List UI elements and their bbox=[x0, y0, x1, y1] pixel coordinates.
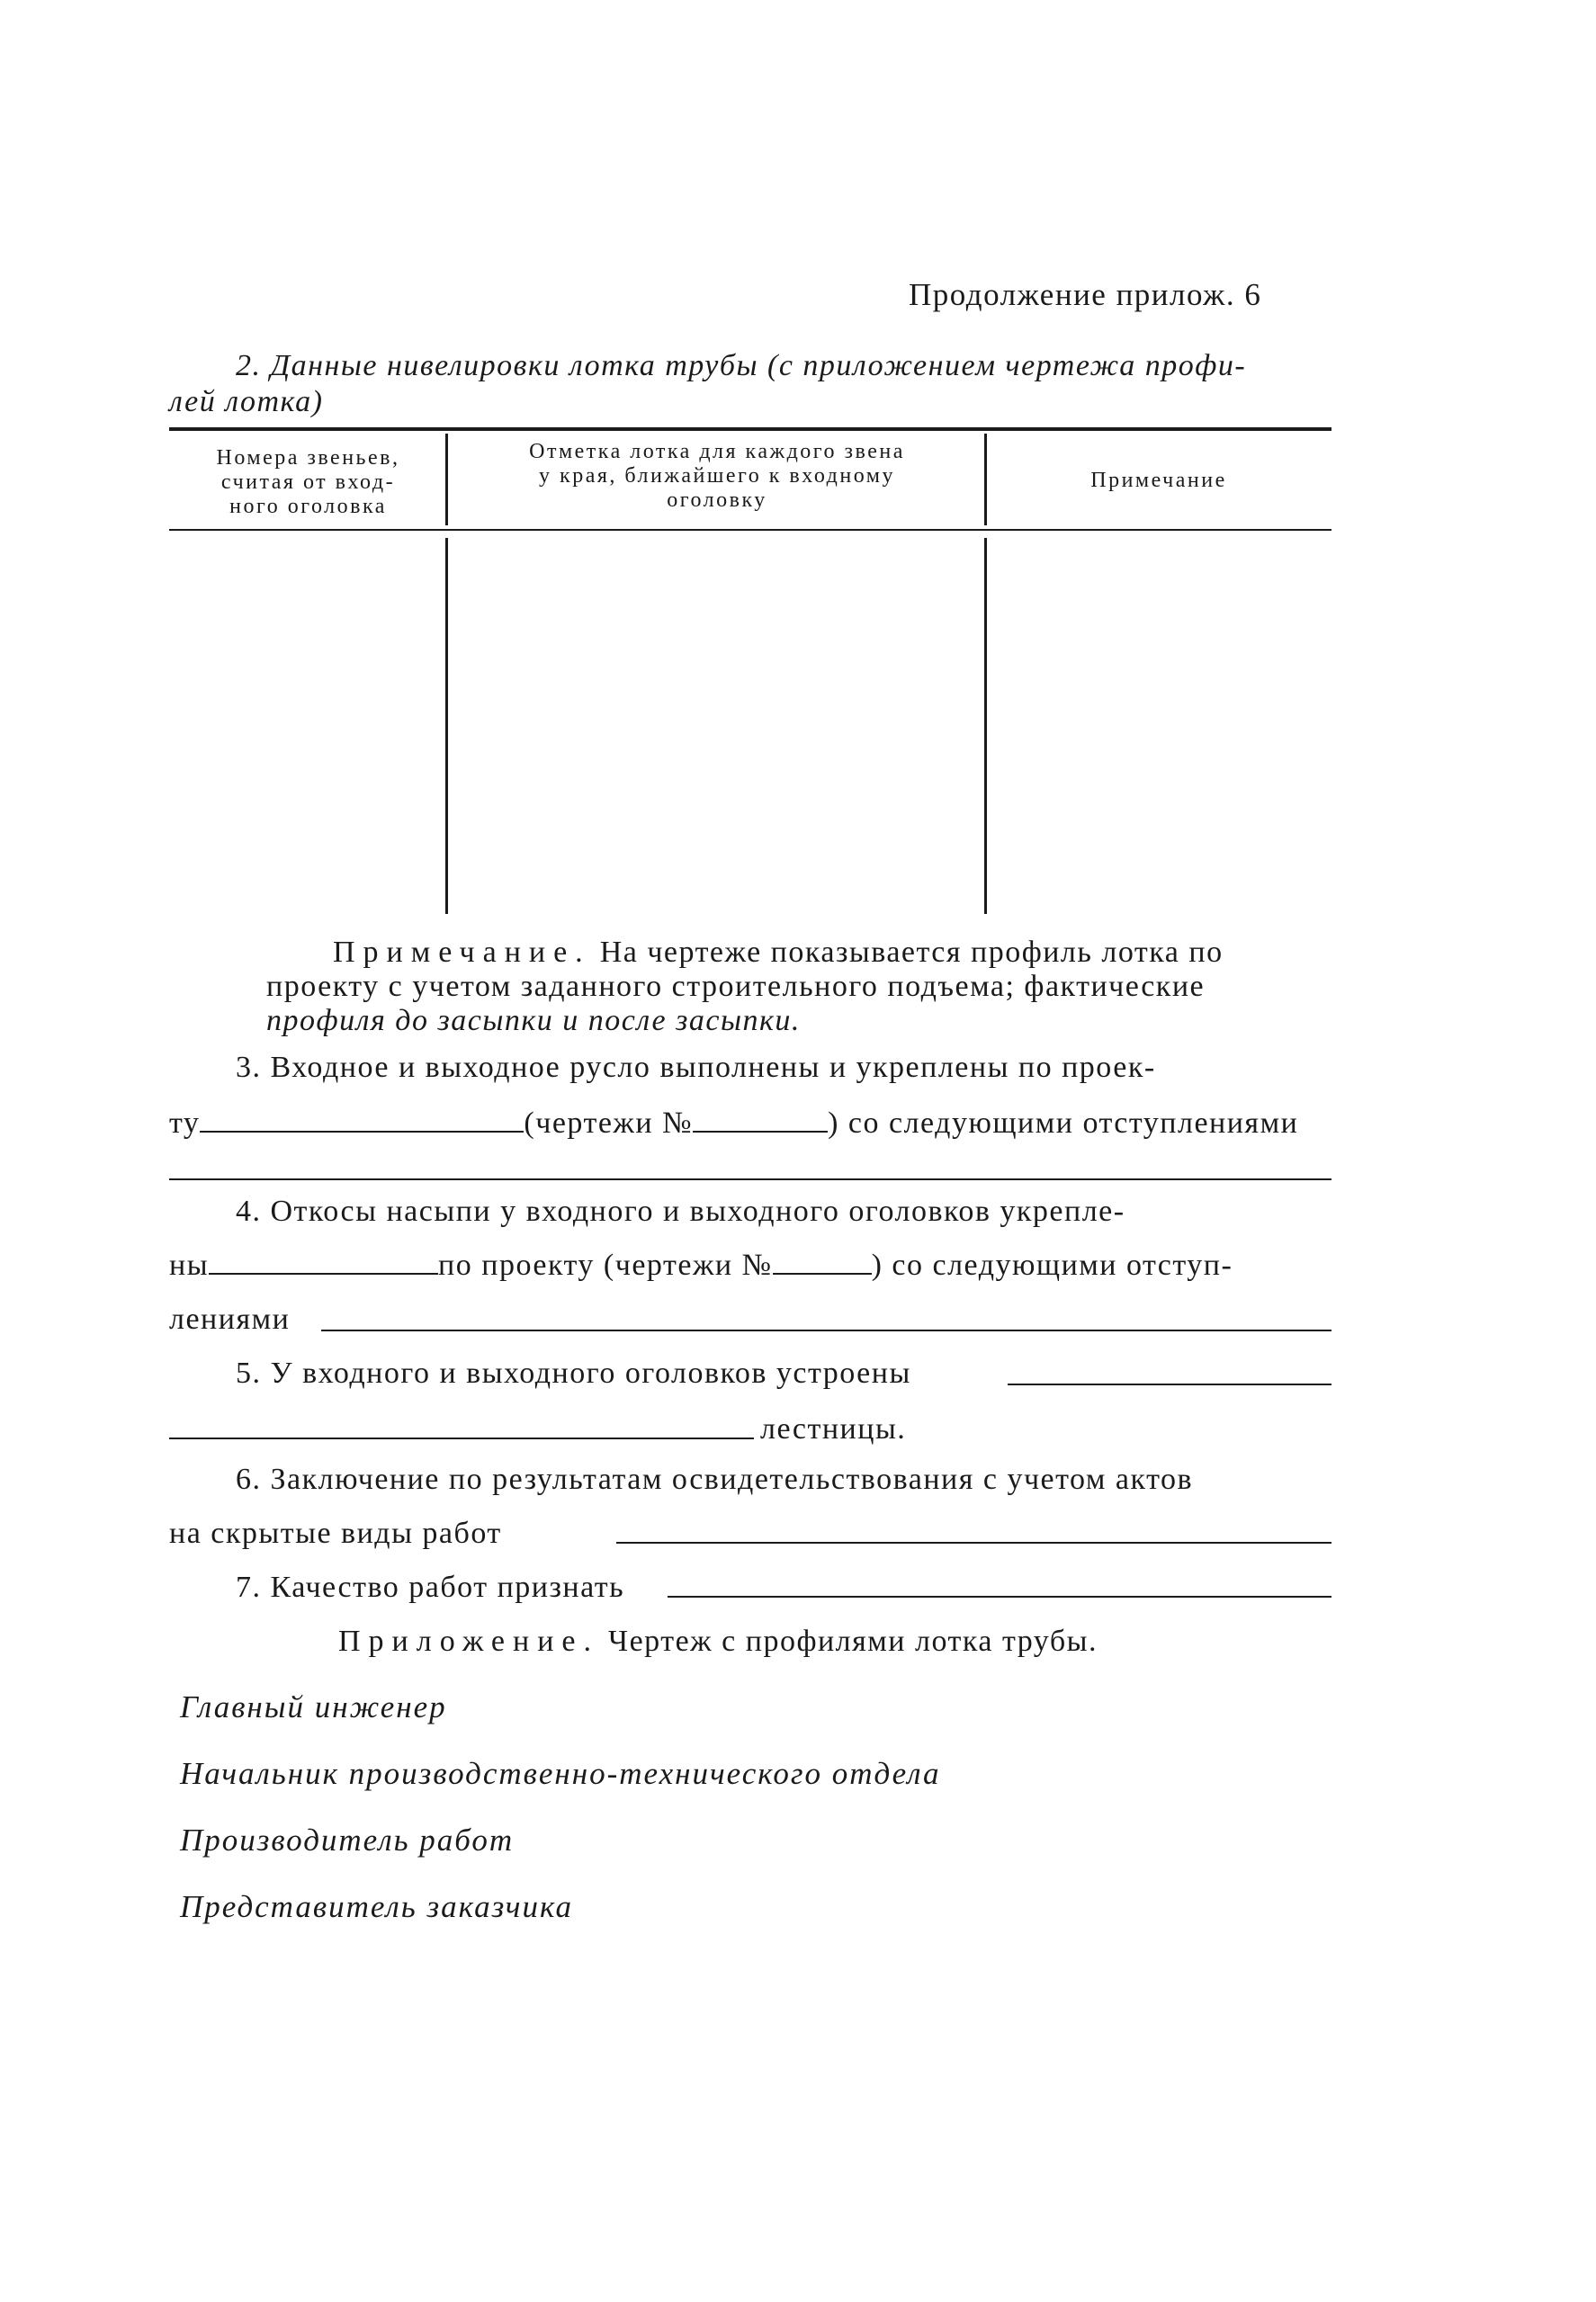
appendix-line bbox=[338, 1625, 1098, 1659]
drawing-number-blank[interactable] bbox=[773, 1250, 872, 1275]
section2-line2: лей лотка) bbox=[169, 385, 324, 418]
appendix-label: Приложение. bbox=[338, 1625, 599, 1658]
section4-line3: лениями bbox=[169, 1303, 291, 1336]
section6-line2: на скрытые виды работ bbox=[169, 1517, 502, 1550]
deviations-blank-line[interactable] bbox=[169, 1178, 1331, 1180]
continuation-header: Продолжение прилож. 6 bbox=[909, 277, 1262, 312]
col-header-note bbox=[988, 469, 1330, 493]
note-text: На чертеже показывается профиль лотка по bbox=[599, 936, 1224, 969]
note-line1 bbox=[333, 936, 1224, 970]
stairs-blank-line[interactable] bbox=[169, 1438, 754, 1439]
structures-blank-line[interactable] bbox=[1008, 1384, 1331, 1385]
deviations-blank-line[interactable] bbox=[321, 1330, 1331, 1331]
drawing-number-blank[interactable] bbox=[693, 1107, 828, 1133]
section4-middle: по проекту (чертежи № bbox=[438, 1249, 773, 1282]
section3-line1: 3. Входное и выходное русло выполнены и укреплены по проек- bbox=[236, 1051, 1156, 1084]
section4-suffix: ) со следующими отступ- bbox=[871, 1249, 1233, 1282]
quality-blank-line[interactable] bbox=[668, 1596, 1331, 1598]
table-header-rule bbox=[169, 529, 1331, 531]
conclusion-blank-line[interactable] bbox=[616, 1542, 1331, 1544]
note-line3: профиля до засыпки и после засыпки. bbox=[266, 1004, 801, 1037]
table-top-rule bbox=[169, 427, 1331, 431]
col-header-line: ного оголовка bbox=[229, 495, 387, 518]
signature-pto-head: Начальник производственно-технического отдела bbox=[180, 1756, 941, 1791]
col-header-line: у края, ближайшего к входному bbox=[539, 464, 895, 488]
appendix-text: Чертеж с профилями лотка трубы. bbox=[607, 1625, 1098, 1658]
col-header-line: Примечание bbox=[1090, 469, 1227, 492]
project-blank[interactable] bbox=[200, 1107, 524, 1133]
col-header-link-numbers bbox=[171, 446, 445, 519]
col-header-line: оголовку bbox=[667, 488, 767, 512]
table-divider bbox=[984, 434, 987, 525]
section4-prefix: ны bbox=[169, 1249, 210, 1282]
section5-line1: 5. У входного и выходного оголовков устроены bbox=[236, 1357, 911, 1390]
section3-prefix: ту bbox=[169, 1106, 201, 1140]
section3-drawings: (чертежи № bbox=[524, 1106, 694, 1140]
section3-suffix: ) со следующими отступлениями bbox=[828, 1106, 1299, 1140]
section2-line1: 2. Данные нивелировки лотка трубы (с приложением чертежа профи- bbox=[236, 349, 1247, 382]
table-divider bbox=[445, 434, 448, 525]
signature-works-manager: Производитель работ bbox=[180, 1823, 515, 1858]
table-divider bbox=[445, 538, 448, 914]
note-label: Примечание. bbox=[333, 936, 591, 969]
note-line2: проекту с учетом заданного строительного подъема; фактические bbox=[266, 970, 1206, 1003]
col-header-line: считая от вход- bbox=[220, 470, 396, 494]
reinforcement-blank[interactable] bbox=[209, 1250, 438, 1275]
col-header-tray-mark bbox=[450, 440, 984, 513]
section6-line1: 6. Заключение по результатам освидетельствования с учетом актов bbox=[236, 1463, 1194, 1496]
table-divider bbox=[984, 538, 987, 914]
col-header-line: Отметка лотка для каждого звена bbox=[529, 440, 905, 463]
signature-chief-engineer: Главный инженер bbox=[180, 1689, 447, 1724]
section7-line1: 7. Качество работ признать bbox=[236, 1571, 625, 1604]
section4-line1: 4. Откосы насыпи у входного и выходного оголовков укрепле- bbox=[236, 1195, 1125, 1228]
col-header-line: Номера звеньев, bbox=[216, 446, 400, 470]
signature-customer-representative: Представитель заказчика bbox=[180, 1889, 573, 1924]
section4-line2 bbox=[169, 1249, 1233, 1283]
section5-line2: лестницы. bbox=[760, 1412, 907, 1446]
section3-line2 bbox=[169, 1106, 1298, 1141]
